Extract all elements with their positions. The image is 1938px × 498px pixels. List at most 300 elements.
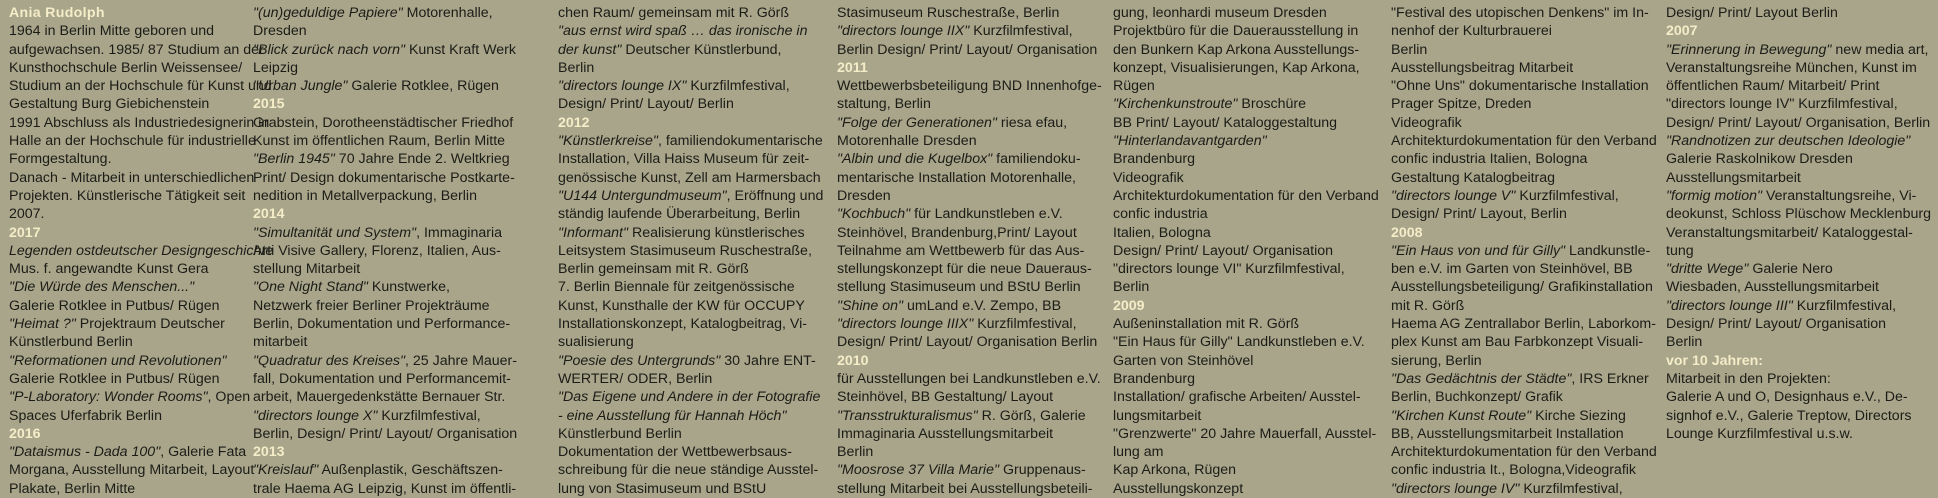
entry-text: Garten von Steinhövel: [1113, 352, 1254, 369]
entry-text: new media art,: [1831, 41, 1929, 58]
entry-text: , 25 Jahre Mauer-: [405, 352, 518, 369]
entry-line: [253, 260, 517, 278]
entry-line: [9, 407, 273, 425]
entry-line: [253, 150, 517, 168]
entry-text: Teilnahme am Wettbewerb für das Aus-: [837, 242, 1085, 259]
entry-text: 1991 Abschluss als Industriedesignerin in: [9, 114, 270, 131]
entry-text: stellung Stasimuseum und BStU Berlin: [837, 279, 1081, 296]
year-heading: 2007: [1666, 23, 1698, 40]
entry-line: [253, 407, 517, 425]
entry-line: [9, 77, 273, 95]
entry-line: [1391, 278, 1657, 296]
entry-text: riesa efau,: [996, 114, 1068, 131]
entry-line: [253, 297, 517, 315]
entry-text: "directors lounge VI" Kurzfilmfestival,: [1113, 261, 1345, 278]
entry-text: lungsmitarbeit: [1113, 407, 1202, 424]
entry-line: [1113, 242, 1379, 260]
entry-text: Ausstellungsmitarbeit: [1666, 169, 1801, 186]
entry-text: Design/ Print/ Layout/ Organisation, Berlin: [1666, 114, 1931, 131]
entry-line: [558, 95, 823, 113]
entry-text: "Festival des utopischen Denkens" im In-: [1391, 5, 1649, 21]
entry-title: "Informant": [558, 224, 629, 241]
entry-line: [837, 187, 1102, 205]
entry-text: arbeit, Mauergedenkstätte Bernauer Str.: [253, 389, 506, 406]
entry-line: [9, 187, 273, 205]
entry-title: "(un)geduldige Papiere": [253, 5, 403, 21]
entry-line: [1666, 388, 1931, 406]
entry-title: "Kirchenkunstroute": [1113, 96, 1238, 113]
entry-text: Prager Spitze, Dreden: [1391, 96, 1532, 113]
entry-text: Kunst im öffentlichen Raum, Berlin Mitte: [253, 133, 506, 150]
entry-title: "Künstlerkreise": [558, 133, 658, 150]
entry-line: [9, 370, 273, 388]
entry-text: Morgana, Ausstellung Mitarbeit, Layout: [9, 462, 255, 479]
entry-text: ben e.V. im Garten von Steinhövel, BB: [1391, 261, 1633, 278]
entry-title: "Simultanität und System": [253, 224, 417, 241]
entry-line: [9, 95, 273, 113]
entry-text: deokunst, Schloss Plüschow Mecklenburg: [1666, 206, 1931, 223]
entry-line: [558, 333, 823, 351]
entry-title: "Erinnerung in Bewegung": [1666, 41, 1832, 58]
entry-title: "Ein Haus von und für Gilly": [1391, 242, 1566, 259]
entry-text: Projekten. Künstlerische Tätigkeit seit: [9, 187, 246, 204]
entry-line: [837, 480, 1102, 498]
entry-text: Galerie Rotklee, Rügen: [347, 78, 499, 95]
entry-text: Broschüre: [1237, 96, 1307, 113]
year-heading: 2009: [1113, 297, 1145, 314]
entry-line: [1666, 260, 1931, 278]
entry-text: Dresden: [837, 187, 891, 204]
entry-title: "directors lounge V": [1391, 187, 1516, 204]
entry-line: [1666, 132, 1931, 150]
entry-line: [558, 4, 823, 22]
entry-line: [837, 461, 1102, 479]
entry-text: Formgestaltung.: [9, 151, 112, 168]
entry-text: sualisierung: [558, 334, 634, 351]
entry-text: Plakate, Berlin Mitte: [9, 480, 136, 497]
entry-line: [1391, 480, 1657, 498]
entry-text: Immaginaria Ausstellungsmitarbeit: [837, 425, 1054, 442]
entry-text: Kurzfilmfestival,: [686, 78, 790, 95]
entry-line: [558, 443, 823, 461]
entry-title: "directors lounge X": [253, 407, 378, 424]
entry-line: [253, 480, 517, 498]
entry-line: [837, 4, 1102, 22]
entry-line: [558, 260, 823, 278]
entry-text: Galerie Raskolnikow Dresden: [1666, 151, 1853, 168]
entry-text: staltung, Berlin: [837, 96, 931, 113]
entry-line: [558, 370, 823, 388]
entry-line: [253, 187, 517, 205]
entry-line: [1391, 388, 1657, 406]
entry-title: - eine Ausstellung für Hannah Höch": [558, 407, 787, 424]
entry-text: "Ohne Uns" dokumentarische Installation: [1391, 78, 1649, 95]
entry-line: [837, 443, 1102, 461]
entry-text: Videografik: [1113, 169, 1184, 186]
entry-text: Künstlerbund Berlin: [558, 425, 682, 442]
entry-line: [1113, 59, 1379, 77]
entry-text: signhof e.V., Galerie Treptow, Directors: [1666, 407, 1912, 424]
entry-text: Berlin Design/ Print/ Layout/ Organisation: [837, 41, 1098, 58]
entry-line: [1666, 187, 1931, 205]
entry-line: [9, 22, 273, 40]
entry-text: für Ausstellungen bei Landkunstleben e.V.: [837, 370, 1101, 387]
entry-text: confic industria: [1113, 206, 1208, 223]
entry-text: Architekturdokumentation für den Verband: [1391, 444, 1657, 461]
entry-line: [837, 242, 1102, 260]
entry-title: "Kochbuch": [837, 206, 911, 223]
entry-text: , Galerie Fata: [160, 444, 247, 461]
entry-line: [9, 132, 273, 150]
entry-title: "Shine on": [837, 297, 904, 314]
entry-text: sierung, Berlin: [1391, 352, 1482, 369]
entry-title: "Urban Jungle": [253, 78, 348, 95]
entry-text: mitarbeit: [253, 334, 308, 351]
entry-line: [1391, 407, 1657, 425]
entry-title: "Folge der Generationen": [837, 114, 997, 131]
entry-text: Lounge Kurzfilmfestival u.s.w.: [1666, 425, 1853, 442]
entry-text: Kunst Kraft Werk: [405, 41, 516, 58]
entry-text: Kunsthochschule Berlin Weissensee/: [9, 59, 243, 76]
entry-line: [1391, 169, 1657, 187]
entry-line: [1113, 22, 1379, 40]
entry-line: [253, 278, 517, 296]
entry-line: [253, 77, 517, 95]
entry-line: [253, 132, 517, 150]
text-column-4: [837, 4, 1102, 498]
entry-line: [9, 59, 273, 77]
entry-line: [253, 352, 517, 370]
entry-line: [9, 443, 273, 461]
entry-text: mentarische Installation Motorenhalle,: [837, 169, 1076, 186]
entry-title: "One Night Stand": [253, 279, 368, 296]
entry-line: [837, 388, 1102, 406]
entry-text: confic industria It., Bologna,Videografik: [1391, 462, 1637, 479]
person-name-heading: Ania Rudolph: [9, 5, 105, 21]
entry-text: Kurzfilmfestival,: [973, 316, 1077, 333]
entry-line: [1666, 242, 1931, 260]
entry-line: [1391, 461, 1657, 479]
entry-text: 1964 in Berlin Mitte geboren und: [9, 23, 215, 40]
entry-line: [253, 22, 517, 40]
entry-title: "dritte Wege": [1666, 261, 1749, 278]
year-heading: 2012: [558, 114, 590, 131]
entry-line: [1113, 260, 1379, 278]
entry-line: [1666, 425, 1931, 443]
entry-line: [837, 132, 1102, 150]
entry-text: "Grenzwerte" 20 Jahre Mauerfall, Ausstel-: [1113, 425, 1377, 442]
entry-text: Ausstellungskonzept: [1113, 480, 1244, 497]
entry-line: [1391, 333, 1657, 351]
entry-line: [837, 333, 1102, 351]
entry-text: Veranstaltungsmitarbeit/ Kataloggestal-: [1666, 224, 1913, 241]
text-column-1: [9, 4, 273, 498]
entry-line: [253, 333, 517, 351]
entry-text: Steinhövel, BB Gestaltung/ Layout: [837, 389, 1054, 406]
entry-text: Print/ Design dokumentarische Postkarte-: [253, 169, 515, 186]
text-column-2: [253, 4, 517, 498]
entry-line: [837, 169, 1102, 187]
entry-line: [1391, 443, 1657, 461]
entry-line: [558, 22, 823, 40]
entry-title: "P-Laboratory: Wonder Rooms": [9, 389, 208, 406]
entry-line: [1113, 4, 1379, 22]
entry-line: [1391, 95, 1657, 113]
year-heading: 2014: [253, 206, 285, 223]
entry-line: [1391, 41, 1657, 59]
entry-line: [9, 150, 273, 168]
entry-text: 7. Berlin Biennale für zeitgenössische: [558, 279, 795, 296]
entry-text: Design/ Print/ Layout/ Organisation Berlin: [837, 334, 1098, 351]
entry-line: [1391, 114, 1657, 132]
entry-text: Wiesbaden, Ausstellungsmitarbeit: [1666, 279, 1879, 296]
entry-line: [558, 297, 823, 315]
entry-line: [1391, 77, 1657, 95]
entry-line: [1113, 352, 1379, 370]
entry-line: [1113, 480, 1379, 498]
entry-line: [1391, 59, 1657, 77]
entry-line: [253, 224, 517, 242]
entry-line: [9, 260, 273, 278]
entry-line: [1113, 461, 1379, 479]
entry-line: [1666, 224, 1931, 242]
entry-text: Danach - Mitarbeit in unterschiedlichen: [9, 169, 255, 186]
entry-text: stellung Mitarbeit: [253, 261, 361, 278]
entry-title: "directors lounge III": [1666, 297, 1793, 314]
entry-line: [558, 169, 823, 187]
entry-text: Dresden: [253, 23, 307, 40]
entry-text: familiendoku-: [992, 151, 1081, 168]
entry-line: [253, 370, 517, 388]
entry-line: [1666, 150, 1931, 168]
year-heading: 2016: [9, 425, 41, 442]
entry-text: Design/ Print/ Layout/ Berlin: [558, 96, 734, 113]
entry-line: [558, 77, 823, 95]
entry-line: [1113, 169, 1379, 187]
entry-text: Ausstellungsbeteiligung/ Grafikinstallation: [1391, 279, 1653, 296]
entry-title: "Albin und die Kugelbox": [837, 151, 993, 168]
entry-line: [1391, 187, 1657, 205]
entry-text: Berlin: [1113, 279, 1150, 296]
entry-title: "directors lounge IIX": [837, 23, 970, 40]
year-heading: vor 10 Jahren:: [1666, 352, 1763, 369]
year-heading: 2010: [837, 352, 869, 369]
entry-line: [837, 150, 1102, 168]
entry-text: Künstlerbund Berlin: [9, 334, 133, 351]
entry-line: [1666, 407, 1931, 425]
entry-line: [837, 278, 1102, 296]
entry-text: Rügen: [1113, 78, 1155, 95]
entry-text: Berlin: [558, 59, 595, 76]
entry-line: [1666, 169, 1931, 187]
entry-line: [1391, 315, 1657, 333]
entry-text: Kurzfilmfestival,: [1515, 187, 1619, 204]
entry-line: [253, 425, 517, 443]
text-column-5: [1113, 4, 1379, 498]
entry-title: "Kirchen Kunst Route": [1391, 407, 1532, 424]
entry-title: "U144 Untergundmuseum": [558, 187, 727, 204]
entry-line: [1391, 4, 1657, 22]
entry-line: [558, 480, 823, 498]
entry-line: [9, 169, 273, 187]
entry-line: [1666, 205, 1931, 223]
entry-line: [558, 278, 823, 296]
entry-text: Gestaltung Burg Giebichenstein: [9, 96, 210, 113]
entry-text: Kurzfilmfestival,: [377, 407, 481, 424]
entry-text: lung von Stasimuseum und BStU: [558, 480, 767, 497]
entry-line: [9, 114, 273, 132]
entry-text: nenhof der Kulturbrauerei: [1391, 23, 1552, 40]
entry-line: [1391, 22, 1657, 40]
entry-line: [9, 315, 273, 333]
entry-text: Grabstein, Dorotheenstädtischer Friedhof: [253, 114, 514, 131]
entry-line: [253, 169, 517, 187]
entry-line: [9, 278, 273, 296]
entry-line: [1113, 425, 1379, 443]
entry-line: [1666, 333, 1931, 351]
entry-line: [1391, 132, 1657, 150]
entry-line: [1113, 114, 1379, 132]
entry-text: Projektraum Deutscher: [75, 316, 225, 333]
entry-line: [9, 352, 273, 370]
entry-text: Studium an der Hochschule für Kunst und: [9, 78, 272, 95]
entry-text: Kunst, Kunsthalle der KW für OCCUPY: [558, 297, 805, 314]
year-heading: 2008: [1391, 224, 1423, 241]
entry-text: Berlin, Design/ Print/ Layout/ Organisation: [253, 425, 518, 442]
entry-text: Galerie Nero: [1748, 261, 1833, 278]
entry-text: WERTER/ ODER, Berlin: [558, 370, 713, 387]
entry-text: Berlin gemeinsam mit R. Görß: [558, 261, 749, 278]
entry-text: konzept, Visualisierungen, Kap Arkona,: [1113, 59, 1360, 76]
entry-text: mit R. Görß: [1391, 297, 1465, 314]
entry-text: genössische Kunst, Zell am Harmersbach: [558, 169, 821, 186]
entry-line: [1113, 187, 1379, 205]
entry-text: Kap Arkona, Rügen: [1113, 462, 1237, 479]
entry-line: [558, 41, 823, 59]
year-heading: 2017: [9, 224, 41, 241]
entry-text: Architekturdokumentation für den Verband: [1113, 187, 1379, 204]
entry-line: [1666, 41, 1931, 59]
entry-title: "Heimat ?": [9, 316, 76, 333]
entry-line: [558, 352, 823, 370]
entry-title: "Dataismus - Dada 100": [9, 444, 161, 461]
entry-text: Berlin: [1391, 41, 1428, 58]
entry-text: Brandenburg: [1113, 370, 1196, 387]
entry-line: [1391, 150, 1657, 168]
entry-line: [1391, 425, 1657, 443]
entry-text: den Bunkern Kap Arkona Ausstellungs-: [1113, 41, 1360, 58]
entry-text: , IRS Erkner: [1571, 370, 1649, 387]
entry-line: [1113, 443, 1379, 461]
entry-line: [837, 297, 1102, 315]
entry-line: [1666, 297, 1931, 315]
entry-text: Kurzfilmfestival,: [969, 23, 1073, 40]
entry-line: [837, 425, 1102, 443]
entry-line: [558, 132, 823, 150]
entry-line: [1666, 370, 1931, 388]
entry-text: Stasimuseum Ruschestraße, Berlin: [837, 5, 1060, 21]
entry-title: "Das Gedächtnis der Städte": [1391, 370, 1572, 387]
entry-line: [558, 425, 823, 443]
entry-text: Design/ Print/ Layout/ Organisation: [1113, 242, 1334, 259]
entry-line: [253, 315, 517, 333]
year-heading: 2015: [253, 96, 285, 113]
entry-text: Halle an der Hochschule für industrielle: [9, 133, 256, 150]
entry-text: tung: [1666, 242, 1694, 259]
entry-text: Installation, Villa Haiss Museum für zeit-: [558, 151, 810, 168]
entry-text: Spaces Uferfabrik Berlin: [9, 407, 162, 424]
entry-line: [837, 315, 1102, 333]
entry-text: R. Görß, Galerie: [977, 407, 1086, 424]
entry-title: der kunst": [558, 41, 622, 58]
entry-title: "Poesie des Untergrunds": [558, 352, 721, 369]
entry-text: Galerie Rotklee in Putbus/ Rügen: [9, 370, 220, 387]
entry-text: Außenplastik, Geschäftszen-: [318, 462, 503, 479]
entry-text: lung am: [1113, 444, 1164, 461]
entry-text: , familiendokumentarische: [657, 133, 823, 150]
entry-text: Kunstwerke,: [367, 279, 450, 296]
text-column-3: [558, 4, 823, 498]
entry-line: [837, 407, 1102, 425]
entry-text: Architekturdokumentation für den Verband: [1391, 133, 1657, 150]
entry-text: Videografik: [1391, 114, 1462, 131]
entry-title: "formig motion": [1666, 187, 1763, 204]
entry-line: [1113, 315, 1379, 333]
entry-line: [1113, 224, 1379, 242]
entry-text: , Open: [207, 389, 251, 406]
entry-line: [1666, 77, 1931, 95]
entry-text: schreibung für die neue ständige Ausstel-: [558, 462, 819, 479]
entry-title: "Berlin 1945": [253, 151, 335, 168]
entry-text: Leipzig: [253, 59, 298, 76]
entry-text: umLand e.V. Zempo, BB: [903, 297, 1062, 314]
entry-text: Dokumentation der Wettbewerbsaus-: [558, 444, 792, 461]
entry-text: plex Kunst am Bau Farbkonzept Visuali-: [1391, 334, 1644, 351]
entry-text: BB Print/ Layout/ Kataloggestaltung: [1113, 114, 1337, 131]
entry-text: Mitarbeit in den Projekten:: [1666, 370, 1831, 387]
entry-text: Deutscher Künstlerbund,: [621, 41, 782, 58]
entry-text: Berlin: [1666, 334, 1703, 351]
entry-text: Arti Visive Gallery, Florenz, Italien, Aus-: [253, 242, 501, 259]
entry-line: [558, 242, 823, 260]
year-heading: 2013: [253, 444, 285, 461]
entry-line: [1113, 150, 1379, 168]
entry-line: [837, 370, 1102, 388]
entry-text: Veranstaltungsreihe, Vi-: [1762, 187, 1917, 204]
entry-line: [837, 260, 1102, 278]
entry-text: aufgewachsen. 1985/ 87 Studium an der: [9, 41, 264, 58]
entry-text: "directors lounge IV" Kurzfilmfestival,: [1666, 96, 1898, 113]
entry-text: öffentlichen Raum/ Mitarbeit/ Print: [1666, 78, 1880, 95]
entry-line: [837, 205, 1102, 223]
entry-text: chen Raum/ gemeinsam mit R. Görß: [558, 5, 790, 21]
entry-line: [1113, 77, 1379, 95]
entry-text: Gestaltung Katalogbeitrag: [1391, 169, 1556, 186]
entry-text: Italien, Bologna: [1113, 224, 1211, 241]
entry-text: Kirche Siezing: [1531, 407, 1626, 424]
entry-text: Berlin, Dokumentation und Performance-: [253, 316, 511, 333]
entry-text: Veranstaltungsreihe München, Kunst im: [1666, 59, 1917, 76]
entry-title: "Das Eigene und Andere in der Fotografie: [558, 389, 821, 406]
entry-text: 70 Jahre Ende 2. Weltkrieg: [334, 151, 510, 168]
entry-text: Berlin, Buchkonzept/ Grafik: [1391, 389, 1563, 406]
entry-text: Design/ Print/ Layout/ Organisation: [1666, 316, 1887, 333]
entry-line: [9, 388, 273, 406]
entry-line: [558, 224, 823, 242]
entry-text: Kurzfilmfestival,: [1792, 297, 1897, 314]
entry-line: [837, 77, 1102, 95]
entry-title-line: Legenden ostdeutscher Designgeschichte: [9, 242, 274, 259]
